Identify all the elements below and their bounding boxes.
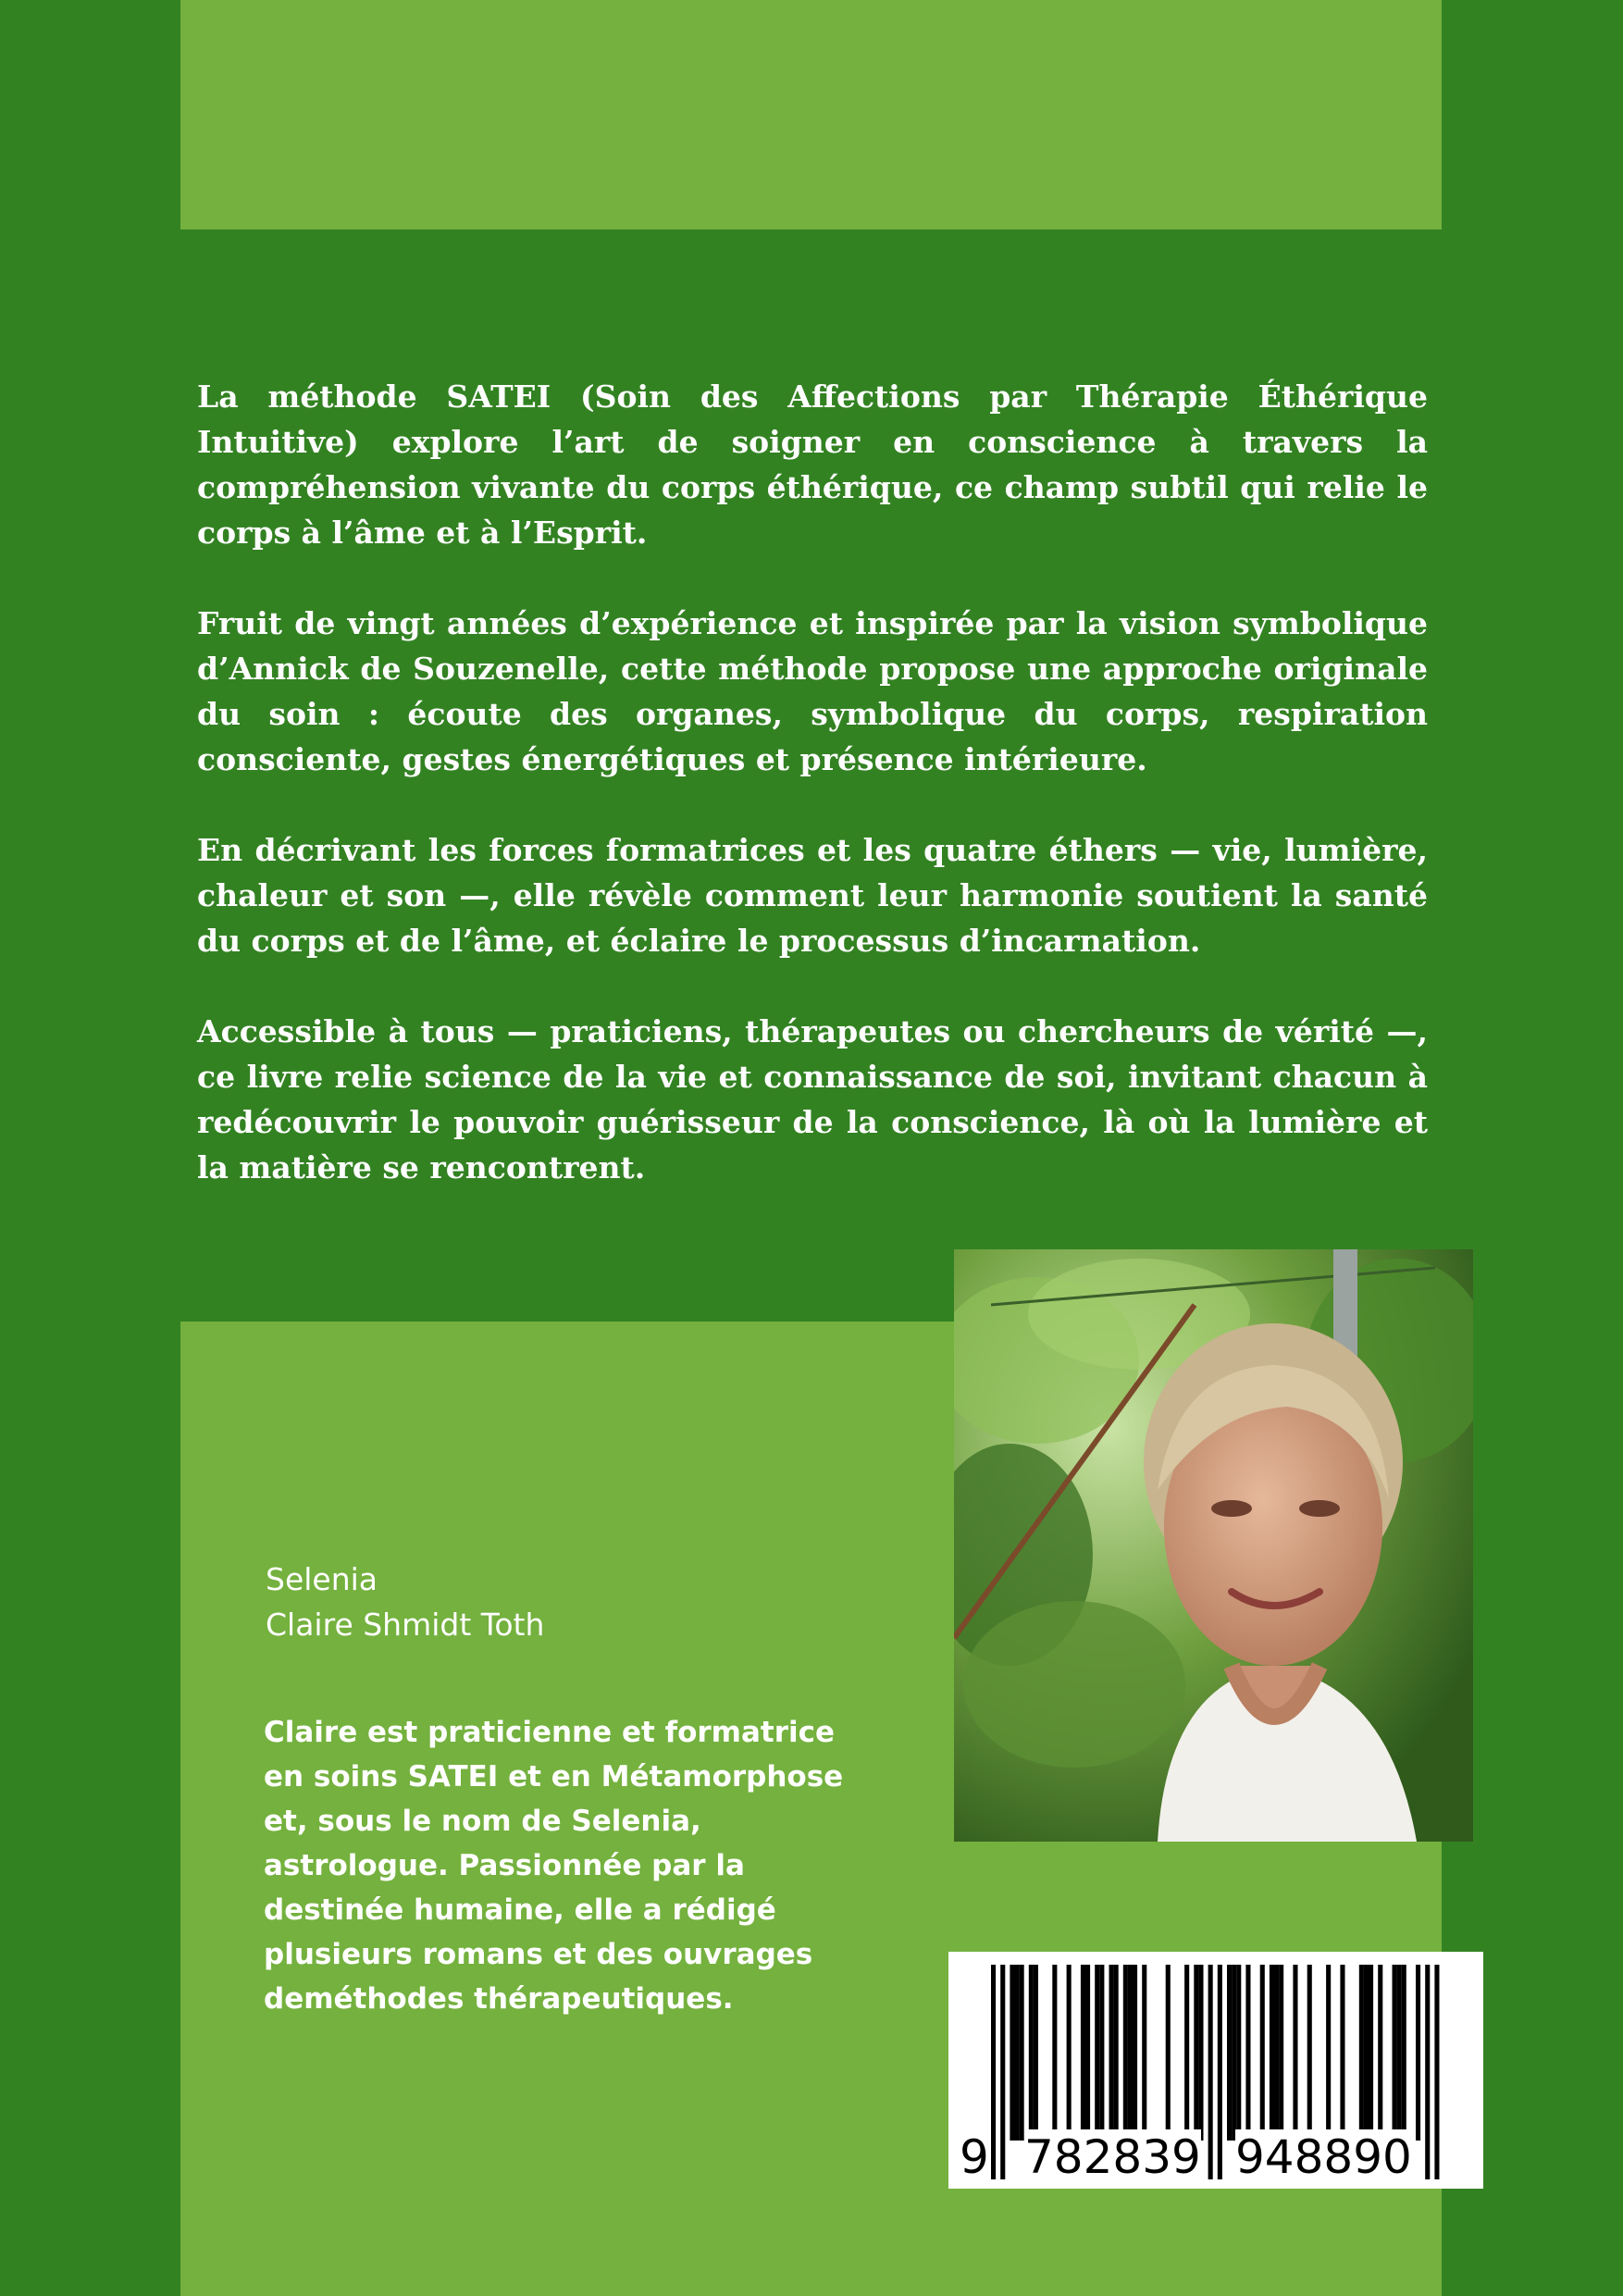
barcode-bar (1378, 1965, 1382, 2141)
barcode-bar (1067, 1965, 1072, 2141)
barcode-bar (1109, 1965, 1114, 2141)
barcode-bar (1274, 1965, 1279, 2141)
author-bio: Claire est praticienne et formatrice en soins SATEI et en Métamorphose et, sous le nom de Selenia, astrologue. Passionnée par la destinée humaine, elle a rédigé plusieurs romans et des ouvrages deméthodes thérapeutiques. (264, 1716, 844, 2016)
barcode-bar (1166, 1965, 1171, 2141)
barcode-digits (948, 2129, 1483, 2185)
barcode-bar (1227, 1965, 1232, 2141)
author-photo (954, 1249, 1473, 1842)
barcode-bar (1245, 1965, 1250, 2141)
isbn-barcode (948, 1952, 1483, 2189)
barcode-bar (1099, 1965, 1104, 2141)
barcode-bar (1397, 1965, 1402, 2141)
barcode-bar (1052, 1965, 1057, 2141)
barcode-bar (1416, 1965, 1420, 2141)
barcode-bar (1236, 1965, 1241, 2141)
barcode-bar (1123, 1965, 1128, 2141)
barcode-bar (1194, 1965, 1198, 2141)
barcode-bar (1260, 1965, 1265, 2141)
barcode-bar (1340, 1965, 1344, 2141)
barcode-bar (1142, 1965, 1146, 2141)
blurb-paragraph-2: Fruit de vingt années d’expérience et inspirée par la vision symbolique d’Annick de Souzenelle, cette méthode propose une approche originale du soin : écoute des organes, symbolique du corps, respiration consciente, gestes énergétiques et présence intérieure. (197, 605, 1428, 777)
barcode-bar (1081, 1965, 1085, 2141)
barcode-bar (1326, 1965, 1331, 2141)
barcode-bar (1015, 1965, 1020, 2141)
blurb-paragraph-4: Accessible à tous — praticiens, thérapeutes ou chercheurs de vérité —, ce livre relie science de la vie et connaissance de soi, invitant chacun à redécouvrir le pouvoir guérisseur de la conscience, là où la lumière et la matière se rencontrent. (197, 1013, 1428, 1185)
author-pen-name: Selenia (266, 1561, 378, 1597)
barcode-bar (1359, 1965, 1364, 2141)
barcode-bar (1184, 1965, 1189, 2141)
barcode-bar (1369, 1965, 1373, 2141)
barcode-bar (1085, 1965, 1090, 2141)
barcode-bar (1034, 1965, 1038, 2141)
barcode-bar (1029, 1965, 1034, 2141)
barcode-bar (1364, 1965, 1369, 2141)
barcode-bar (1198, 1965, 1203, 2141)
barcode-bar (1307, 1965, 1312, 2141)
barcode-bar (1402, 1965, 1406, 2141)
top-color-band (180, 0, 1442, 230)
blurb-paragraph-3: En décrivant les forces formatrices et les quatre éthers — vie, lumière, chaleur et son —, elle révèle comment leur harmonie soutient la santé du corps et de l’âme, et éclaire le processus d’incarnation. (197, 832, 1428, 959)
barcode-lead-digit: 9 (960, 2130, 989, 2184)
barcode-bar (1279, 1965, 1283, 2141)
author-names (266, 1557, 821, 1647)
barcode-bar (1095, 1965, 1099, 2141)
barcode-bar (1010, 1965, 1014, 2141)
barcode-bar (1293, 1965, 1297, 2141)
back-cover-blurb (197, 374, 1428, 1235)
blurb-paragraph-1: La méthode SATEI (Soin des Affections par Thérapie Éthérique Intuitive) explore l’art de soigner en conscience à travers la compréhension vivante du corps éthérique, ce champ subtil qui relie le corps à l’âme et à l’Esprit. (197, 379, 1428, 551)
barcode-bar (1114, 1965, 1119, 2141)
barcode-left-group: 782839 (1024, 2130, 1201, 2184)
barcode-bar (1393, 1965, 1397, 2141)
barcode-bar (1270, 1965, 1274, 2141)
barcode-bar (1133, 1965, 1137, 2141)
barcode-bar (1020, 1965, 1024, 2141)
barcode-bar (1232, 1965, 1236, 2141)
author-full-name: Claire Shmidt Toth (266, 1607, 545, 1643)
barcode-right-group: 948890 (1235, 2130, 1412, 2184)
barcode-bar (1128, 1965, 1133, 2141)
